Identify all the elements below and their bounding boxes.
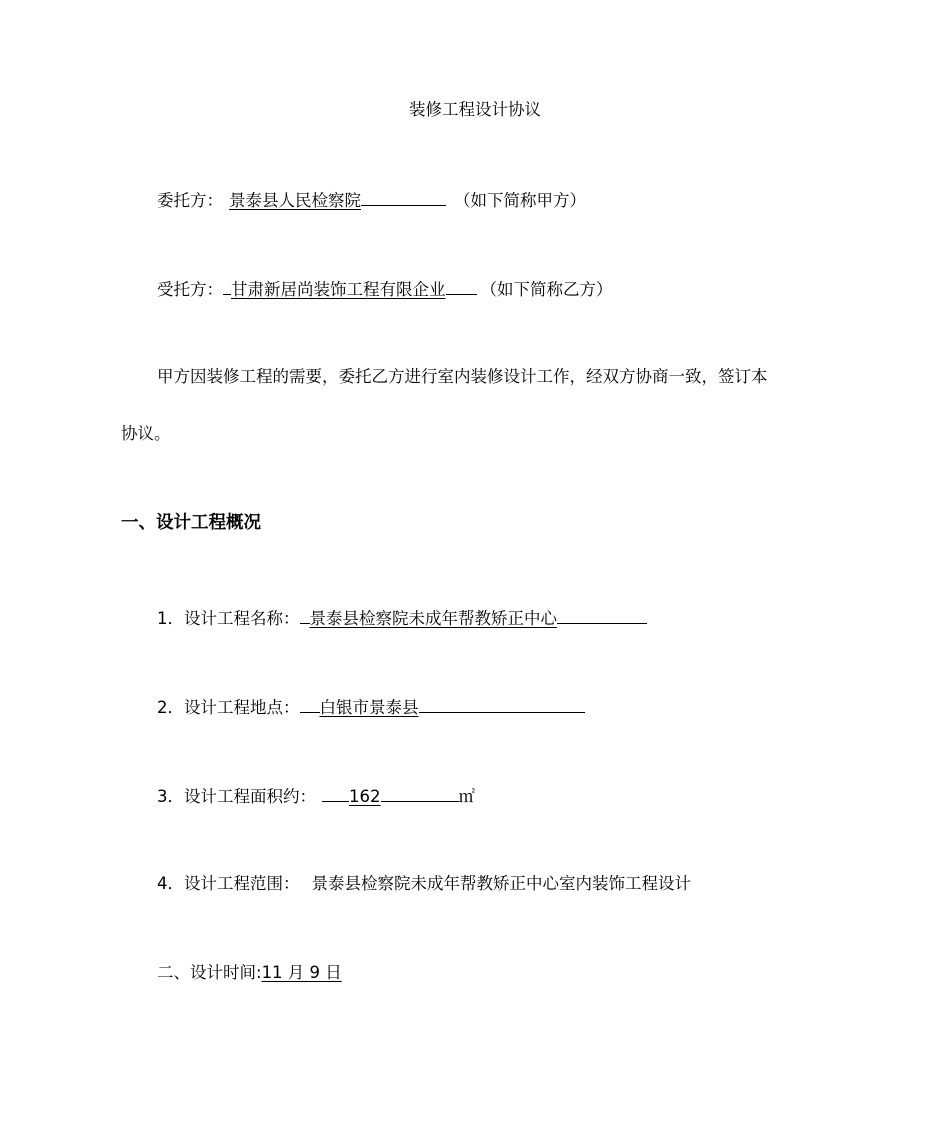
project-area-lead-blank (322, 784, 349, 802)
design-time-value: 11 月 9 日 (261, 963, 342, 982)
contractor-blank (446, 277, 477, 295)
project-scope-line (157, 873, 691, 895)
client-value: 景泰县人民检察院 (229, 191, 361, 210)
document-title: 装修工程设计协议 (409, 100, 541, 119)
project-location-value: 白银市景泰县 (319, 698, 419, 717)
client-line (157, 188, 586, 212)
project-location-blank (419, 695, 585, 713)
project-scope-value: 景泰县检察院未成年帮教矫正中心室内装饰工程设计 (311, 874, 691, 893)
intro-line-1: 甲方因装修工程的需要，委托乙方进行室内装修设计工作，经双方协商一致，签订本 (157, 367, 768, 386)
contractor-value: 甘肃新居尚装饰工程有限企业 (231, 280, 446, 299)
project-area-value: 162 (349, 787, 381, 806)
project-location-line (157, 695, 585, 719)
project-location-label: 2．设计工程地点： (157, 698, 300, 717)
client-blank (361, 188, 446, 206)
project-name-blank (557, 606, 647, 624)
project-name-value: 景泰县检察院未成年帮教矫正中心 (309, 609, 557, 628)
project-name-lead-blank (300, 606, 310, 624)
project-area-line (157, 784, 475, 808)
project-area-label: 3．设计工程面积约： (157, 787, 316, 806)
project-scope-label: 4．设计工程范围： (157, 874, 300, 893)
project-name-line (157, 606, 647, 630)
contractor-note: （如下简称乙方） (480, 280, 613, 299)
design-time-line (157, 962, 342, 984)
project-name-label: 1．设计工程名称： (157, 609, 300, 628)
contractor-lead-blank (223, 277, 231, 295)
section1-heading: 一、设计工程概况 (121, 513, 261, 533)
contractor-label: 受托方： (157, 280, 223, 299)
client-note: （如下简称甲方） (454, 191, 586, 210)
intro-line-2: 协议。 (121, 424, 171, 443)
contractor-line (157, 277, 613, 301)
client-label: 委托方： (157, 191, 223, 210)
project-area-blank (381, 784, 459, 802)
project-location-lead-blank (300, 695, 320, 713)
design-time-label: 二、设计时间: (157, 963, 262, 982)
project-area-unit: ㎡ (458, 787, 475, 806)
